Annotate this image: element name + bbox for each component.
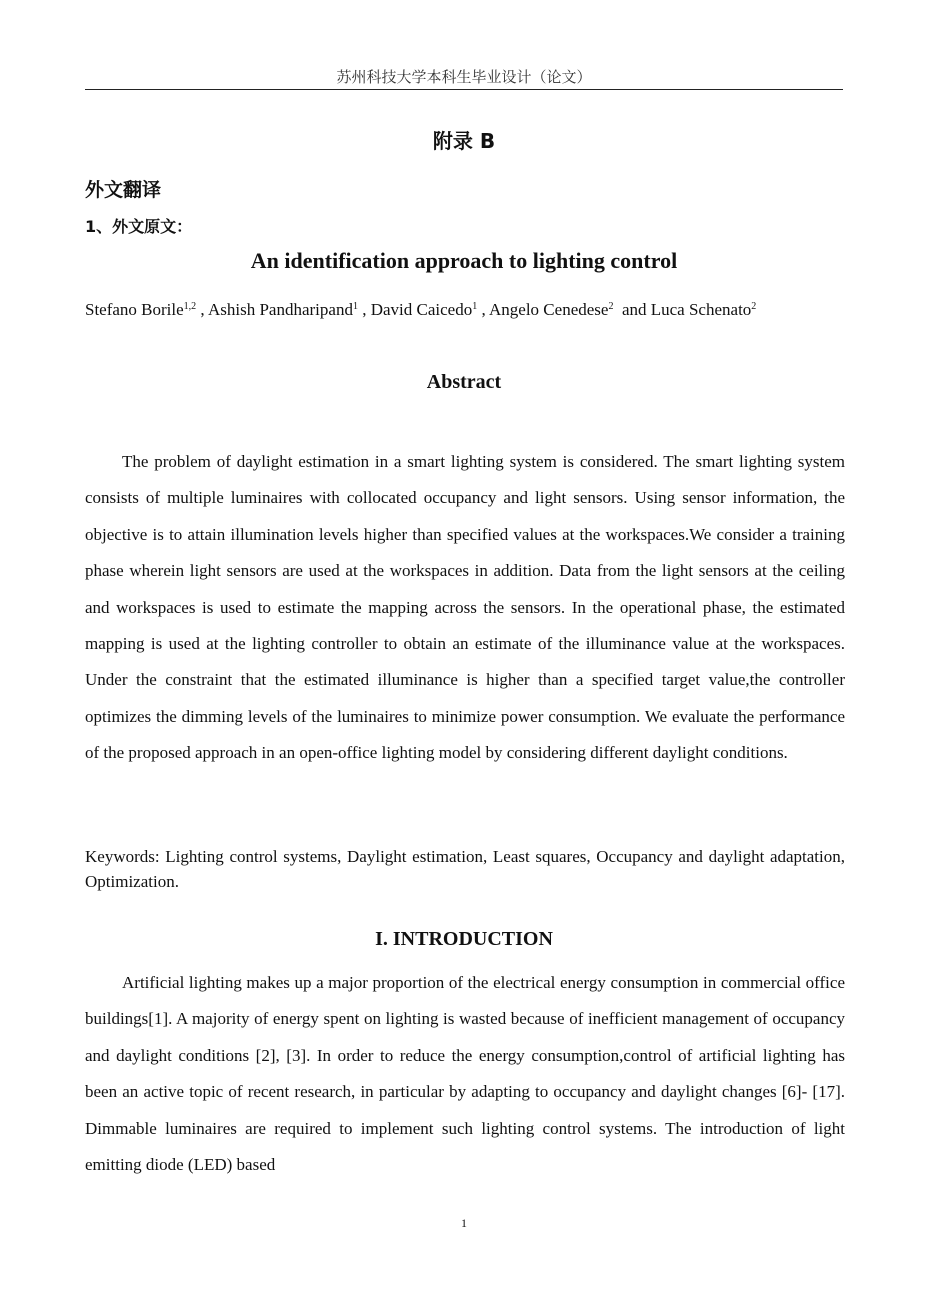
author-affiliation: 1 <box>472 301 478 312</box>
page-number: 1 <box>461 1216 467 1230</box>
paper-title: An identification approach to lighting control <box>250 248 678 273</box>
author-separator: , <box>357 300 371 319</box>
introduction-paragraph: Artificial lighting makes up a major proportion of the electrical energy consumption in commercial office buildings[1]. A majority of energy spent on lighting is wasted because of inefficient management of occupancy and daylight conditions [2], [3]. In order to reduce the energy consumption,control of artificial lighting has been an active topic of recent research, in particular by adapting to occupancy and daylight changes [6]- [17]. Dimmable luminaires are required to implement such lighting control systems. The introduction of light emitting diode (LED) based <box>85 973 845 1175</box>
author-affiliation: 1 <box>352 301 358 312</box>
keywords-paragraph: Keywords: Lighting control systems, Daylight estimation, Least squares, Occupancy and daylight adaptation, Optimization. <box>85 847 845 891</box>
header-rule <box>85 89 843 90</box>
running-header: 苏州科技大学本科生毕业设计（论文） <box>336 68 592 86</box>
author-name: David Caicedo <box>370 300 473 319</box>
author-affiliation: 2 <box>608 301 614 312</box>
section-heading: 外文翻译 <box>85 179 162 201</box>
abstract-heading: Abstract <box>426 371 502 393</box>
subsection-heading: 1、外文原文： <box>85 217 193 236</box>
author-name: Angelo Cenedese <box>489 300 609 319</box>
author-name: Stefano Borile <box>85 300 184 319</box>
appendix-title: 附录 B <box>432 129 496 153</box>
author-separator: , <box>196 300 208 319</box>
author-separator: and <box>613 300 651 319</box>
author-name: Luca Schenato <box>650 300 752 319</box>
abstract-paragraph: The problem of daylight estimation in a smart lighting system is considered. The smart lighting system consists of multiple luminaires with collocated occupancy and light sensors. Using sensor information, the objective is to attain illumination levels higher than specified values at the workspaces.We consider a training phase wherein light sensors are used at the workspaces in addition. Data from the light sensors at the ceiling and workspaces is used to estimate the mapping across the sensors. In the operational phase, the estimated mapping is used at the lighting controller to obtain an estimate of the illuminance value at the workspaces. Under the constraint that the estimated illuminance is higher than a specified target value,the controller optimizes the dimming levels of the luminaires to minimize power consumption. We evaluate the performance of the proposed approach in an open-office lighting model by considering different daylight conditions. <box>85 452 845 763</box>
author-affiliation: 2 <box>751 301 757 312</box>
author-affiliation: 1,2 <box>183 301 197 312</box>
author-separator: , <box>477 300 490 319</box>
author-list <box>85 300 865 320</box>
author-name: Ashish Pandharipand <box>207 300 353 319</box>
introduction-heading: I. INTRODUCTION <box>375 928 553 950</box>
